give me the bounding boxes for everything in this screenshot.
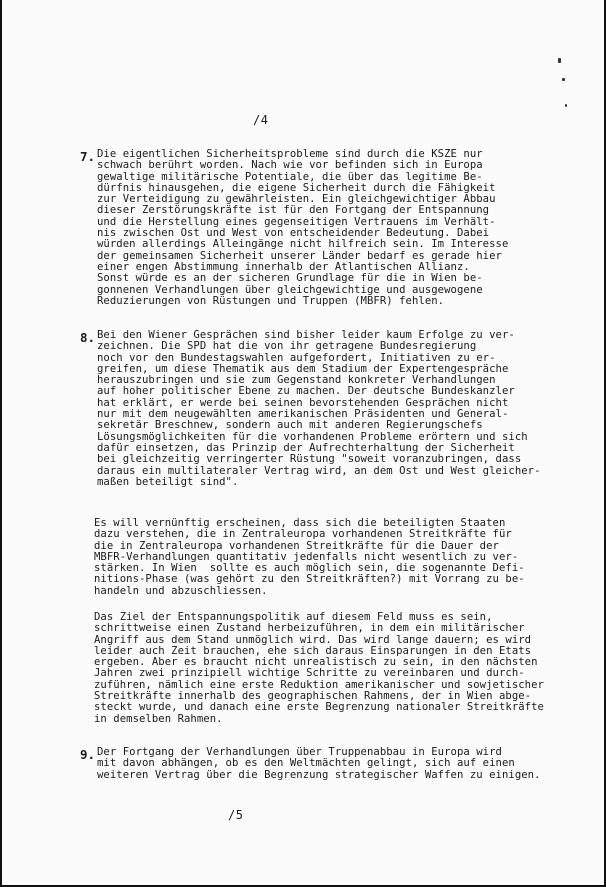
section-9 bbox=[80, 747, 580, 781]
section-number: 8. bbox=[80, 330, 96, 345]
section-text: Die eigentlichen Sicherheitsprobleme sind durch die KSZE nur schwach berührt worden. Nach wie vor befinden sich in Europa gewaltige militärische Potentiale, die über das legitime Be- dürfnis hinausgehen, die eigene Sicherheit durch die Fähigkeit zur Verteidigung zu gewährleisten. Ein gleichgewichtiger Abbau dieser Zerstörungskräfte ist für den Fortgang der Entspannung und die Herstellung eines gegenseitigen Vertrauens im Verhält- nis zwischen Ost und West von entscheidender Bedeutung. Dabei würden allerdings Alleingänge nicht hilfreich sein. Im Interesse der gemeinsamen Sicherheit unserer Länder bedarf es gerade hier einer engen Abstimmung innerhalb der Atlantischen Allianz. Sonst würde es an der sicheren Grundlage für die in Wien be- gonnenen Verhandlungen über gleichgewichtige und ausgewogene Reduzierungen von Rüstungen und Truppen (MBFR) fehlen. bbox=[97, 148, 509, 307]
scan-mark bbox=[565, 104, 567, 107]
scan-mark bbox=[558, 58, 561, 63]
paragraph-text: Das Ziel der Entspannungspolitik auf diesem Feld muss es sein, schrittweise einen Zustand herbeizuführen, in dem ein militärischer Angriff aus dem Stand unmöglich wird. Das wird lange dauern; es wird leider auch Zeit brauchen, ehe sich daraus Einsparungen in den Etats ergeben. Aber es braucht nicht unrealistisch zu sein, in den nächsten Jahren zwei prinzipiell wichtige Schritte zu vereinbaren und durch- zuführen, nämlich eine erste Reduktion amerikanischer und sowjetischer Streitkräfte innerhalb des geographischen Rahmens, der in Wien abge- steckt wurde, und danach eine erste Begrenzung nationaler Streitkräfte in demselben Rahmen. bbox=[94, 611, 544, 725]
section-8 bbox=[80, 330, 580, 488]
scan-mark bbox=[562, 78, 565, 81]
section-number: 7. bbox=[80, 149, 96, 164]
section-7 bbox=[80, 149, 580, 307]
section-number: 9. bbox=[80, 747, 96, 762]
paragraph bbox=[94, 518, 580, 597]
page-number-bottom: /5 bbox=[228, 808, 244, 822]
section-text: Der Fortgang der Verhandlungen über Truppenabbau in Europa wird mit davon abhängen, ob es den Weltmächten gelingt, sich auf einen weiteren Vertrag über die Begrenzung strategischer Waffen zu einigen. bbox=[97, 746, 541, 781]
page-number-top: /4 bbox=[253, 113, 269, 127]
paragraph bbox=[94, 612, 580, 725]
section-text: Bei den Wiener Gesprächen sind bisher leider kaum Erfolge zu ver- zeichnen. Die SPD hat die von ihr getragene Bundesregierung noch vor den Bundestagswahlen aufgefordert, Initiativen zu er- greifen, um diese Thematik aus dem Stadium der Expertengespräche herauszubringen und sie zum Gegenstand konkreter Verhandlungen auf hoher politischer Ebene zu machen. Der deutsche Bundeskanzler hat erklärt, er werde bei seinen bevorstehenden Gesprächen nicht nur mit dem neugewählten amerikanischen Präsidenten und General- sekretär Breschnew, sondern auch mit anderen Regierungschefs Lösungsmöglichkeiten für die vorhandenen Probleme erörtern und sich dafür einsetzen, das Prinzip der Aufrechterhaltung der Sicherheit bei gleichzeitig verringerter Rüstung "soweit voranzubringen, dass daraus ein multilateraler Vertrag wird, an dem Ost und West gleicher- maßen beteiligt sind". bbox=[97, 329, 541, 488]
paragraph-text: Es will vernünftig erscheinen, dass sich die beteiligten Staaten dazu verstehen, die in Zentraleuropa vorhandenen Streitkräfte für die in Zentraleuropa vorhandenen Streitkräfte für die Dauer der MBFR-Verhandlungen quantitativ jedenfalls nicht wesentlich zu ver- stärken. In Wien sollte es auch möglich sein, die sogenannte Defi- nitions-Phase (was gehört zu den Streitkräften?) mit Vorrang zu be- handeln und abzuschliessen. bbox=[94, 517, 525, 597]
